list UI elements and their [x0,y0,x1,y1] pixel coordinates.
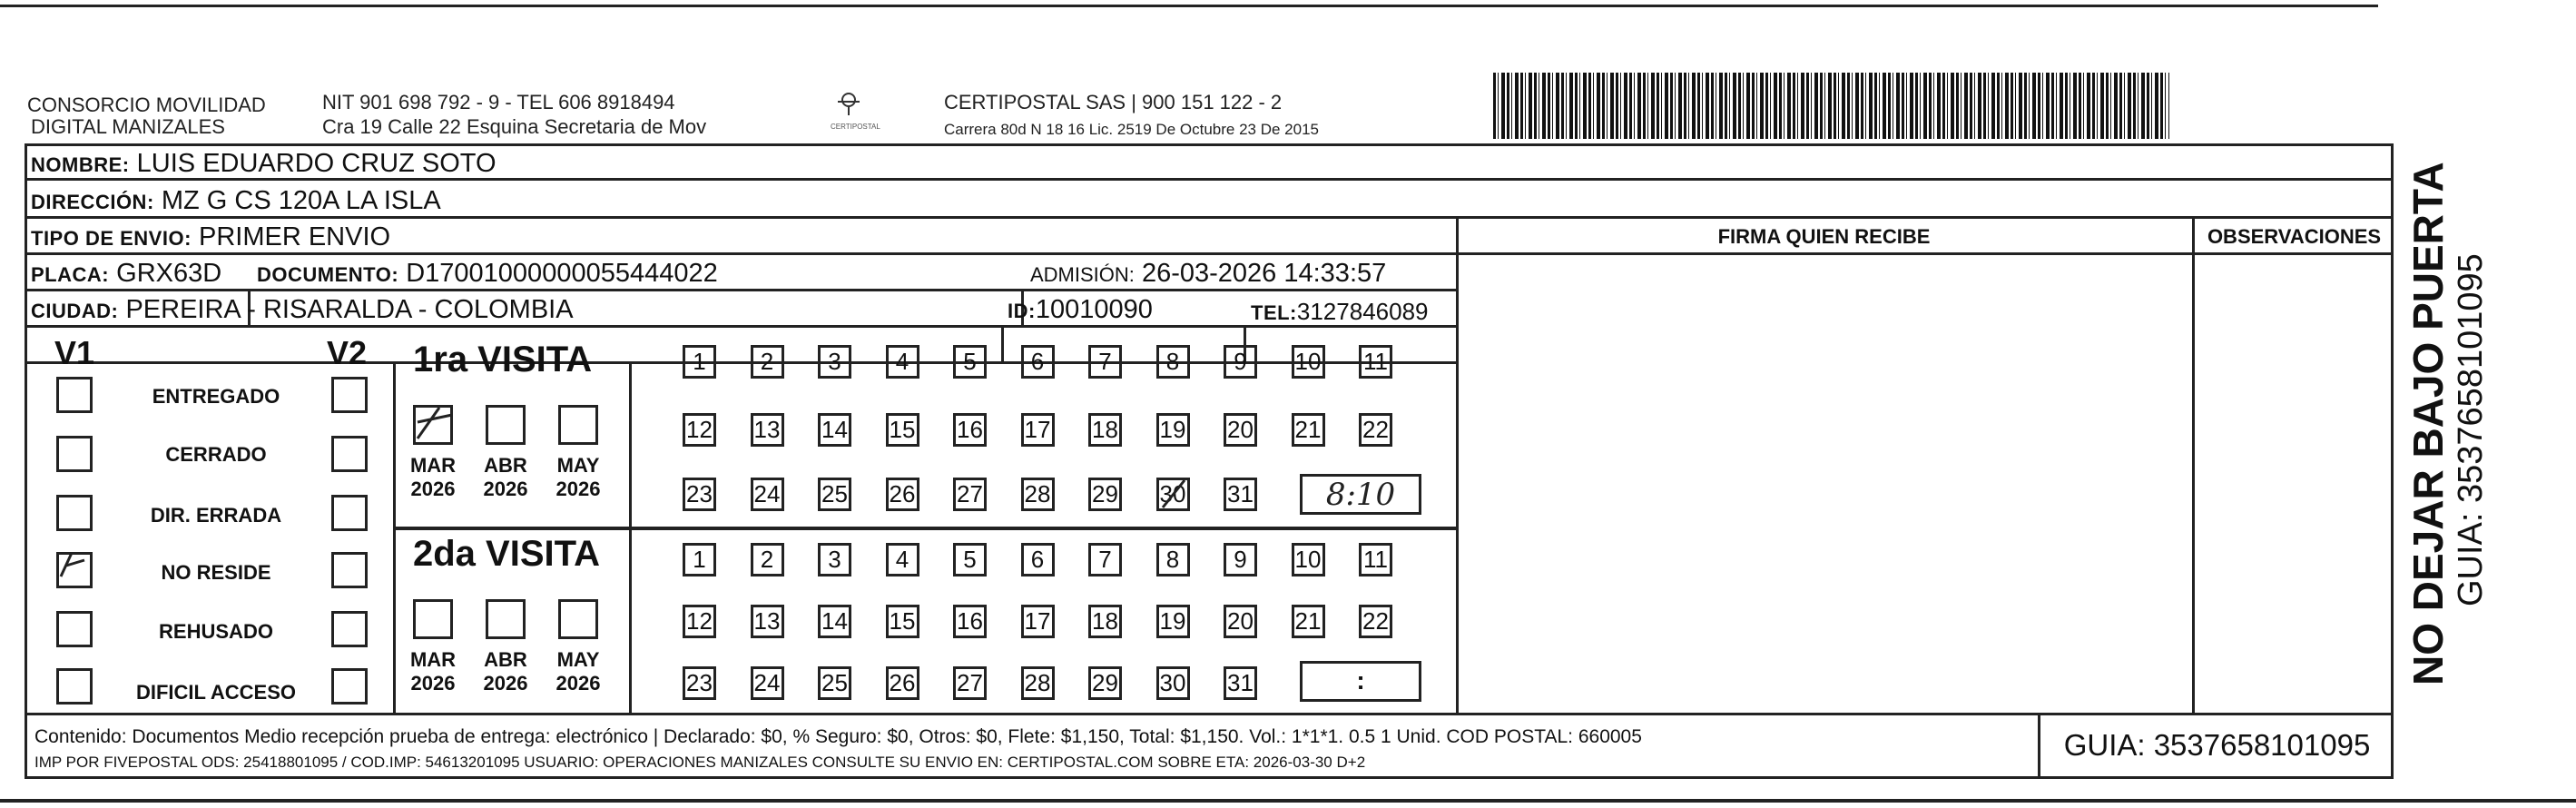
tel-value: 3127846089 [1296,298,1429,325]
tipo-label: TIPO DE ENVIO: [31,227,192,250]
first-visit-day-box[interactable]: 14 [818,413,851,447]
first-visit-day-box[interactable]: 19 [1156,413,1190,447]
nombre-row [31,148,497,181]
admision-value: 26-03-2026 14:33:57 [1141,259,1387,288]
direccion-label: DIRECCIÓN: [31,191,154,213]
placa-value: GRX63D [116,259,222,288]
strike-mark-icon [1157,477,1194,513]
first-visit-month-box-abr[interactable] [486,405,526,445]
second-visit-day-box[interactable]: 6 [1021,543,1055,576]
first-visit-day-box[interactable]: 8 [1156,345,1190,379]
option-rehusado: REHUSADO [159,620,273,643]
v1-checkbox-dir-errada[interactable] [56,495,93,531]
nombre-value: LUIS EDUARDO CRUZ SOTO [136,149,497,178]
sender-address: Cra 19 Calle 22 Esquina Secretaria de Mov [322,115,707,138]
v2-checkbox-dir-errada[interactable] [331,495,368,531]
scan-edge-bottom [0,799,2576,803]
placa-row [31,258,221,291]
second-visit-day-box[interactable]: 15 [886,605,919,638]
first-visit-day-box[interactable]: 26 [886,478,919,511]
v1-checkbox-entregado[interactable] [56,377,93,413]
id-row [1008,294,1153,327]
v1-checkbox-dificil-acceso[interactable] [56,668,93,705]
observaciones-label: OBSERVACIONES [2207,225,2382,248]
id-label: ID: [1008,300,1036,322]
second-visit-day-box[interactable]: 13 [751,605,784,638]
second-visit-month-label: MAY 2026 [556,648,601,695]
second-visit-day-box[interactable]: 3 [818,543,851,576]
barcode [1493,73,2169,139]
first-visit-title: 1ra VISITA [413,340,593,379]
second-visit-day-box[interactable]: 10 [1292,543,1325,576]
first-visit-day-box[interactable]: 28 [1021,478,1055,511]
sender-name-2: DIGITAL MANIZALES [31,115,225,138]
first-visit-day-box[interactable]: 1 [683,345,716,379]
first-visit-day-box[interactable]: 17 [1021,413,1055,447]
check-mark-icon [412,402,457,448]
first-visit-day-box[interactable]: 27 [953,478,987,511]
second-visit-day-box[interactable]: 9 [1224,543,1257,576]
second-visit-day-box[interactable]: 14 [818,605,851,638]
second-visit-day-box[interactable]: 20 [1224,605,1257,638]
second-visit-month-box-mar[interactable] [413,599,453,639]
check-mark-icon [54,547,90,584]
carrier-license: Carrera 80d N 18 16 Lic. 2519 De Octubre 23 De 2015 [944,121,1319,138]
tipo-value: PRIMER ENVIO [198,222,391,251]
first-visit-day-box[interactable]: 31 [1224,478,1257,511]
v2-checkbox-dificil-acceso[interactable] [331,668,368,705]
first-visit-day-box[interactable]: 30 [1156,478,1190,511]
second-visit-day-box[interactable]: 24 [751,666,784,700]
documento-label: DOCUMENTO: [257,263,399,286]
first-visit-time-box[interactable] [1300,474,1421,515]
first-visit-day-box[interactable]: 11 [1359,345,1392,379]
carrier-logo [831,91,880,131]
first-visit-day-box[interactable]: 20 [1224,413,1257,447]
first-visit-month-box-mar[interactable] [413,405,453,445]
contenido-text: Contenido: Documentos Medio recepción prueba de entrega: electrónico | Declarado: $0, % Seguro: $0, Otros: $0, Flete: $1,150, Total: $1,150. Vol.: 1*1*1. 0.5 1 Unid. COD POSTAL: 660005 [34,726,1642,747]
option-dir-errada: DIR. ERRADA [150,504,282,527]
first-visit-day-box[interactable]: 3 [818,345,851,379]
first-visit-day-box[interactable]: 16 [953,413,987,447]
sender-name-1: CONSORCIO MOVILIDAD [27,94,266,116]
second-visit-time: : [1356,666,1365,695]
second-visit-title: 2da VISITA [413,534,600,574]
second-visit-day-box[interactable]: 18 [1088,605,1122,638]
first-visit-day-box[interactable]: 24 [751,478,784,511]
first-visit-month-label: MAR 2026 [409,454,457,500]
second-visit-time-box[interactable] [1300,661,1421,702]
firma-label: FIRMA QUIEN RECIBE [1717,225,1931,248]
second-visit-day-box[interactable]: 26 [886,666,919,700]
second-visit-day-box[interactable]: 1 [683,543,716,576]
second-visit-day-box[interactable]: 21 [1292,605,1325,638]
first-visit-day-box[interactable]: 18 [1088,413,1122,447]
second-visit-day-box[interactable]: 23 [683,666,716,700]
tel-label: TEL: [1251,301,1297,324]
second-visit-day-box[interactable]: 29 [1088,666,1122,700]
second-visit-day-box[interactable]: 8 [1156,543,1190,576]
second-visit-day-box[interactable]: 25 [818,666,851,700]
first-visit-time: 8:10 [1325,477,1396,513]
v2-checkbox-cerrado[interactable] [331,436,368,472]
id-value: 10010090 [1035,295,1153,324]
first-visit-day-box[interactable]: 25 [818,478,851,511]
v1-checkbox-no-reside[interactable] [56,552,93,588]
second-visit-day-box[interactable]: 12 [683,605,716,638]
first-visit-day-box[interactable]: 5 [953,345,987,379]
second-visit-day-box[interactable]: 17 [1021,605,1055,638]
second-visit-day-box[interactable]: 30 [1156,666,1190,700]
tel-row [1251,296,1429,329]
first-visit-month-label: ABR 2026 [483,454,528,500]
first-visit-day-box[interactable]: 21 [1292,413,1325,447]
side-guia: GUIA: 3537658101095 [2452,253,2490,606]
direccion-value: MZ G CS 120A LA ISLA [161,186,441,215]
first-visit-day-box[interactable]: 29 [1088,478,1122,511]
second-visit-day-box[interactable]: 5 [953,543,987,576]
nombre-label: NOMBRE: [31,153,130,176]
first-visit-day-box[interactable]: 15 [886,413,919,447]
second-visit-month-box-may[interactable] [558,599,598,639]
v1-checkbox-cerrado[interactable] [56,436,93,472]
logo-caption: CERTIPOSTAL [831,123,880,131]
pin-logo-icon [831,91,867,118]
side-warning: NO DEJAR BAJO PUERTA [2404,162,2452,685]
first-visit-day-box[interactable]: 12 [683,413,716,447]
v2-checkbox-no-reside[interactable] [331,552,368,588]
first-visit-day-box[interactable]: 7 [1088,345,1122,379]
option-dificil-acceso: DIFICIL ACCESO [135,681,296,704]
ciudad-value: PEREIRA - RISARALDA - COLOMBIA [125,295,574,324]
second-visit-day-box[interactable]: 19 [1156,605,1190,638]
option-no-reside: NO RESIDE [161,561,271,584]
first-visit-day-box[interactable]: 4 [886,345,919,379]
first-visit-day-box[interactable]: 10 [1292,345,1325,379]
first-visit-day-box[interactable]: 2 [751,345,784,379]
first-visit-day-box[interactable]: 22 [1359,413,1392,447]
option-cerrado: CERRADO [165,443,267,466]
admision-row [1030,258,1386,291]
second-visit-day-box[interactable]: 7 [1088,543,1122,576]
second-visit-day-box[interactable]: 22 [1359,605,1392,638]
first-visit-day-box[interactable]: 23 [683,478,716,511]
second-visit-month-box-abr[interactable] [486,599,526,639]
first-visit-day-box[interactable]: 13 [751,413,784,447]
first-visit-month-box-may[interactable] [558,405,598,445]
tipo-row [31,222,390,254]
first-visit-day-box[interactable]: 9 [1224,345,1257,379]
footer-guia: GUIA: 3537658101095 [2063,728,2371,762]
second-visit-day-box[interactable]: 4 [886,543,919,576]
v2-checkbox-rehusado[interactable] [331,611,368,647]
first-visit-day-box[interactable]: 6 [1021,345,1055,379]
sender-nit: NIT 901 698 792 - 9 - TEL 606 8918494 [322,91,675,113]
carrier-name: CERTIPOSTAL SAS | 900 151 122 - 2 [944,91,1283,113]
ciudad-row [31,294,574,327]
second-visit-month-label: MAR 2026 [409,648,457,695]
direccion-row [31,185,441,218]
placa-label: PLACA: [31,263,110,286]
documento-value: D17001000000055444022 [406,259,718,288]
first-visit-month-label: MAY 2026 [556,454,601,500]
second-visit-day-box[interactable]: 16 [953,605,987,638]
second-visit-day-box[interactable]: 27 [953,666,987,700]
second-visit-day-box[interactable]: 31 [1224,666,1257,700]
v1-header: V1 [54,334,95,371]
second-visit-day-box[interactable]: 2 [751,543,784,576]
scan-edge-top [0,5,2378,7]
documento-row [257,258,718,291]
second-visit-day-box[interactable]: 11 [1359,543,1392,576]
imp-text: IMP POR FIVEPOSTAL ODS: 25418801095 / COD.IMP: 54613201095 USUARIO: OPERACIONES MANIZALES CONSULTE SU ENVIO EN: CERTIPOSTAL.COM SOBRE ETA: 2026-03-30 D+2 [34,754,1366,771]
admision-label: ADMISIÓN: [1030,263,1135,286]
ciudad-label: CIUDAD: [31,300,119,322]
option-entregado: ENTREGADO [152,385,280,408]
v1-checkbox-rehusado[interactable] [56,611,93,647]
v2-header: V2 [327,334,368,371]
second-visit-day-box[interactable]: 28 [1021,666,1055,700]
v2-checkbox-entregado[interactable] [331,377,368,413]
second-visit-month-label: ABR 2026 [483,648,528,695]
